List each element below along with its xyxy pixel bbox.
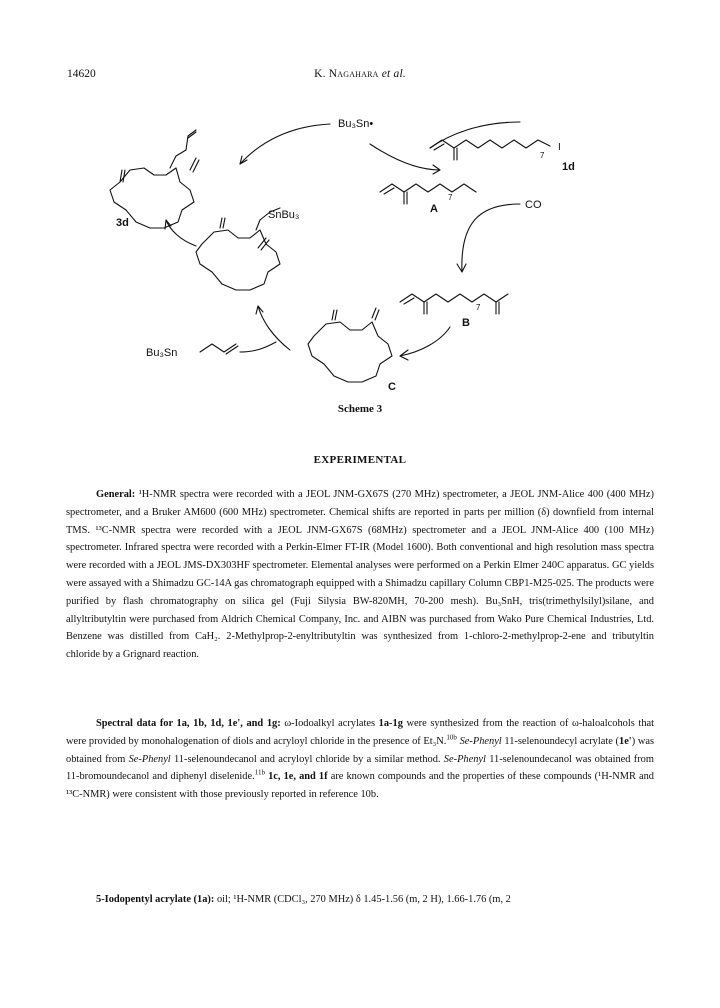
scheme-caption: Scheme 3 bbox=[337, 403, 383, 415]
label-iodine: I bbox=[558, 142, 561, 153]
arrow-to-3d bbox=[240, 124, 330, 164]
spectral-se-phenyl-3: Se-Phenyl bbox=[443, 753, 486, 765]
label-allyltin: Bu₃Sn bbox=[146, 347, 178, 359]
arrow-allyltin bbox=[240, 342, 276, 352]
spectral-text-7: are known compounds and the properties of these compounds (¹H-NMR and ¹³C-NMR) were consistent with those previously reported in reference 10b. bbox=[66, 771, 654, 801]
page-header bbox=[0, 68, 720, 88]
label-C: C bbox=[388, 381, 396, 393]
arrow-to-C bbox=[400, 327, 450, 356]
spectral-bold-1a1g: 1a-1g bbox=[378, 718, 403, 729]
running-head bbox=[0, 68, 720, 80]
spectral-se-phenyl-1: Se-Phenyl bbox=[459, 735, 502, 747]
running-head-author: K. Nagahara bbox=[314, 68, 379, 80]
spectral-ref-10b: 10b bbox=[446, 733, 457, 742]
label-co: CO bbox=[525, 199, 542, 211]
spectral-bold-1e: 1e' bbox=[619, 735, 632, 747]
spectral-ref-11b: 11b bbox=[254, 768, 265, 777]
running-head-et-al: et al. bbox=[381, 68, 406, 80]
spectral-text-5: 11-selenoundecanol and acryloyl chloride by a similar method. bbox=[174, 753, 441, 765]
macrocycle-3d bbox=[110, 130, 199, 228]
spectral-text-2: were synthesized from the reaction of ω-haloalcohols that were provided by monohalogenation of diols and acryloyl chloride in the presence of Et₃N. bbox=[66, 718, 655, 747]
spectral-paragraph bbox=[66, 715, 654, 804]
label-seven-B: 7 bbox=[476, 303, 481, 312]
spectral-text-3: 11-selenoundecyl acrylate ( bbox=[504, 735, 619, 747]
intermediate-A-structure bbox=[380, 184, 476, 204]
arrow-co bbox=[462, 204, 520, 272]
label-bu3sn-radical: Bu₃Sn• bbox=[338, 118, 374, 130]
label-seven-A: 7 bbox=[448, 193, 453, 202]
spectral-se-phenyl-2: Se-Phenyl bbox=[128, 753, 171, 765]
iodopentyl-text: oil; ¹H-NMR (CDCl₃, 270 MHz) δ 1.45-1.56 (m, 2 H), 1.66-1.76 (m, 2 bbox=[216, 894, 511, 905]
spectral-text-1: ω-Iodoalkyl acrylates bbox=[284, 718, 376, 729]
arrow-to-3d-2 bbox=[166, 220, 196, 246]
general-label: General: bbox=[96, 489, 136, 500]
experimental-heading: EXPERIMENTAL bbox=[313, 454, 407, 466]
label-snbu3: SnBu₃ bbox=[268, 209, 300, 221]
spectral-label: Spectral data for 1a, 1b, 1d, 1e', and 1g: bbox=[96, 718, 281, 729]
label-3d: 3d bbox=[116, 217, 129, 229]
intermediate-B-structure bbox=[400, 294, 508, 314]
iodopentyl-paragraph bbox=[66, 891, 654, 909]
general-paragraph bbox=[66, 486, 654, 664]
label-1d: 1d bbox=[562, 161, 575, 173]
label-seven-1d: 7 bbox=[540, 151, 545, 160]
page-number: 14620 bbox=[67, 68, 96, 80]
macrocycle-C bbox=[308, 308, 392, 382]
spectral-text-4: ) was obtained from bbox=[66, 735, 655, 765]
scheme-3-diagram bbox=[100, 112, 620, 412]
spectral-text-6: 11-selenoundecanol was obtained from 11-bromoundecanol and diphenyl diselenide. bbox=[66, 753, 654, 783]
compound-1d-structure bbox=[430, 140, 550, 160]
label-A: A bbox=[430, 203, 438, 215]
label-B: B bbox=[462, 317, 470, 329]
general-text: ¹H-NMR spectra were recorded with a JEOL JNM-GX67S (270 MHz) spectrometer, a JEOL JNM-Alice 400 (400 MHz) spectrometer, and a Bruker AM600 (600 MHz) spectrometer. Chemical shifts are reported in parts per million (δ) downfield from internal TMS. ¹³C-NMR spectra were recorded with a JEOL JNM-GX67S (68MHz) spectrometer and a JEOL JNM-Alice 400 (100 MHz) spectrometer. Infrared spectra were recorded with a Perkin-Elmer FT-IR (Model 1600). Both conventional and high resolution mass spectra were recorded with a JEOL JMS-DX303HF spectrometer. Elemental analyses were performed on a Perkin Elmer 240C apparatus. GC yields were assayed with a Shimadzu GC-14A gas chromatograph equipped with a Shimadzu capillary Column CBP1-M25-025. The products were purified by flash chromatography on silica gel (Fuji Silysia BW-820MH, 70-200 mesh). Bu₃SnH, tris(trimethylsilyl)silane, and allyltributyltin were purchased from Aldrich Chemical Company, Inc. and AIBN was purchased from Wako Pure Chemical Industries, Ltd. Benzene was distilled from CaH₂. 2-Methylprop-2-enyltributyltin was synthesized from 1-chloro-2-methylprop-2-ene and tributyltin chloride by a Grignard reaction. bbox=[66, 489, 654, 661]
spectral-bold-known: 1c, 1e, and 1f bbox=[268, 771, 328, 783]
iodopentyl-label: 5-Iodopentyl acrylate (1a): bbox=[96, 894, 215, 905]
